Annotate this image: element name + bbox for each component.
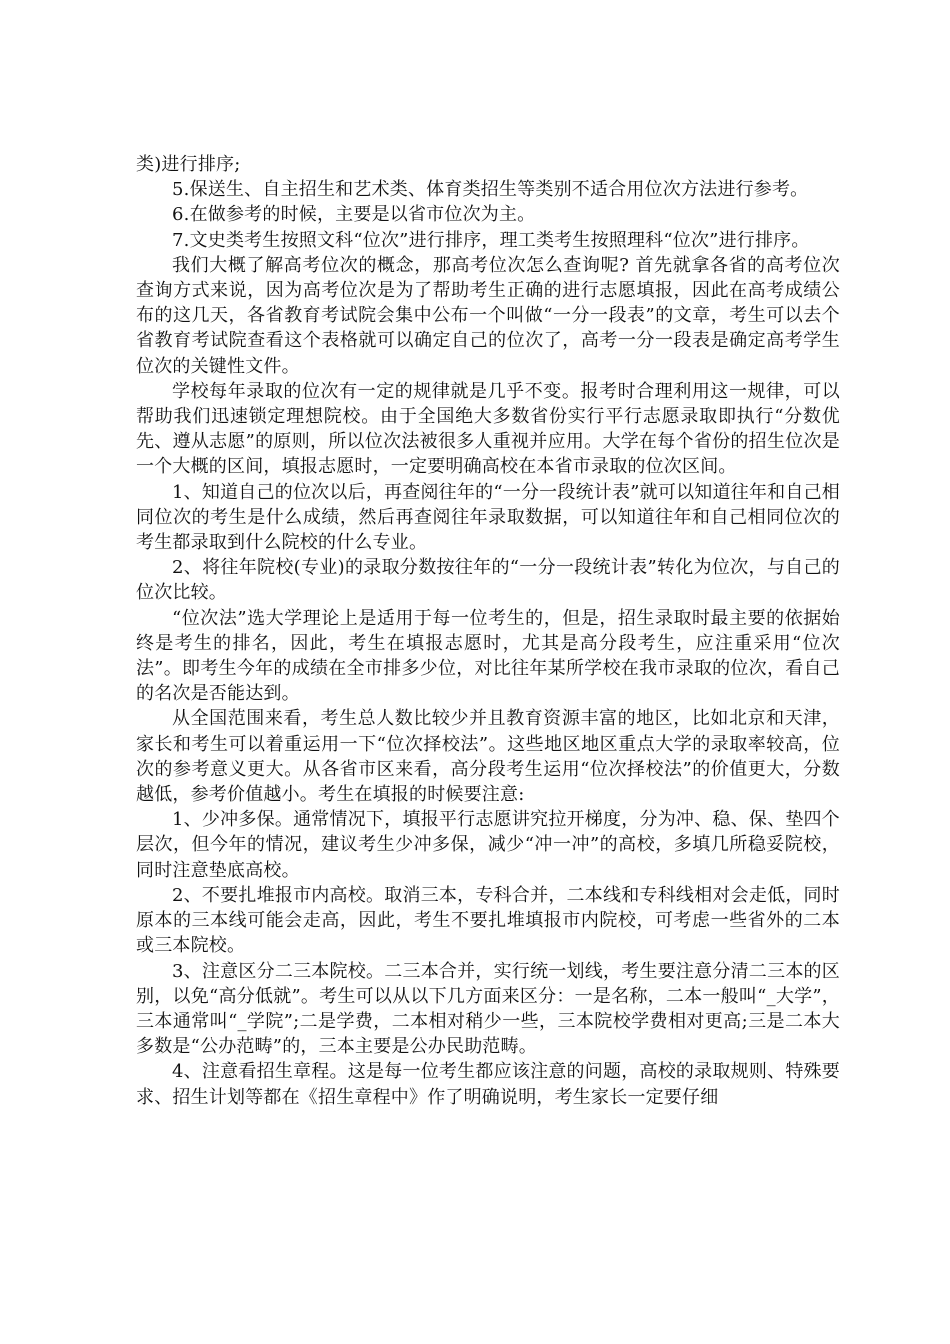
paragraph-ranking-query: 我们大概了解高考位次的概念，那高考位次怎么查询呢? 首先就拿各省的高考位次查询方式来说，因为高考位次是为了帮助考生正确的进行志愿填报，因此在高考成绩公布的这几天，各省教育考试院会集中公布一个叫做“一分一段表”的文章，考生可以去个省教育考试院查看这个表格就可以确定自己的位次了，高考一分一段表是确定高考学生位次的关键性文件。 — [136, 254, 840, 377]
paragraph-step-1: 1、知道自己的位次以后，再查阅往年的“一分一段统计表”就可以知道往年和自己相同位次的考生是什么成绩，然后再查阅往年录取数据，可以知道往年和自己相同位次的考生都录取到什么院校的什么专业。 — [136, 481, 840, 554]
paragraph-tip-3: 3、注意区分二三本院校。二三本合并，实行统一划线，考生要注意分清二三本的区别，以免“高分低就”。考生可以从以下几方面来区分：一是名称，二本一般叫“_大学”，三本通常叫“_学院”;二是学费，二本相对稍少一些，三本院校学费相对更高;三是二本大多数是“公办范畴”的，三本主要是公办民助范畴。 — [136, 960, 840, 1058]
paragraph-step-2: 2、将往年院校(专业)的录取分数按往年的“一分一段统计表”转化为位次，与自己的位次比较。 — [136, 557, 840, 604]
paragraph-tip-2: 2、不要扎堆报市内高校。取消三本，专科合并，二本线和专科线相对会走低，同时原本的三本线可能会走高，因此，考生不要扎堆填报市内院校，可考虑一些省外的二本或三本院校。 — [136, 884, 840, 957]
paragraph-ranking-method: “位次法”选大学理论上是适用于每一位考生的，但是，招生录取时最主要的依据始终是考生的排名，因此，考生在填报志愿时，尤其是高分段考生，应注重采用“位次法”。即考生今年的成绩在全市排多少位，对比往年某所学校在我市录取的位次，看自己的名次是否能达到。 — [136, 607, 840, 705]
paragraph-tip-4: 4、注意看招生章程。这是每一位考生都应该注意的问题，高校的录取规则、特殊要求、招生计划等都在《招生章程中》作了明确说明，考生家长一定要仔细 — [136, 1061, 840, 1108]
paragraph-national-view: 从全国范围来看，考生总人数比较少并且教育资源丰富的地区，比如北京和天津，家长和考生可以着重运用一下“位次择校法”。这些地区地区重点大学的录取率较高，位次的参考意义更大。从各省市区来看，高分段考生运用“位次择校法”的价值更大，分数越低，参考价值越小。考生在填报的时候要注意: — [136, 708, 840, 806]
paragraph-item-7: 7.文史类考生按照文科“位次”进行排序，理工类考生按照理科“位次”进行排序。 — [172, 229, 810, 251]
paragraph-ranking-pattern: 学校每年录取的位次有一定的规律就是几乎不变。报考时合理利用这一规律，可以帮助我们迅速锁定理想院校。由于全国绝大多数省份实行平行志愿录取即执行“分数优先、遵从志愿”的原则，所以位次法被很多人重视并应用。大学在每个省份的招生位次是一个大概的区间，填报志愿时，一定要明确高校在本省市录取的位次区间。 — [136, 380, 840, 478]
paragraph-item-6: 6.在做参考的时候，主要是以省市位次为主。 — [172, 204, 536, 226]
paragraph-continuation: 类)进行排序; — [136, 154, 241, 175]
document-body — [136, 152, 840, 1110]
paragraph-tip-1: 1、少冲多保。通常情况下，填报平行志愿讲究拉开梯度，分为冲、稳、保、垫四个层次，但今年的情况，建议考生少冲多保，减少“冲一冲”的高校，多填几所稳妥院校，同时注意垫底高校。 — [136, 809, 840, 881]
paragraph-item-5: 5.保送生、自主招生和艺术类、体育类招生等类别不适合用位次方法进行参考。 — [172, 179, 809, 201]
